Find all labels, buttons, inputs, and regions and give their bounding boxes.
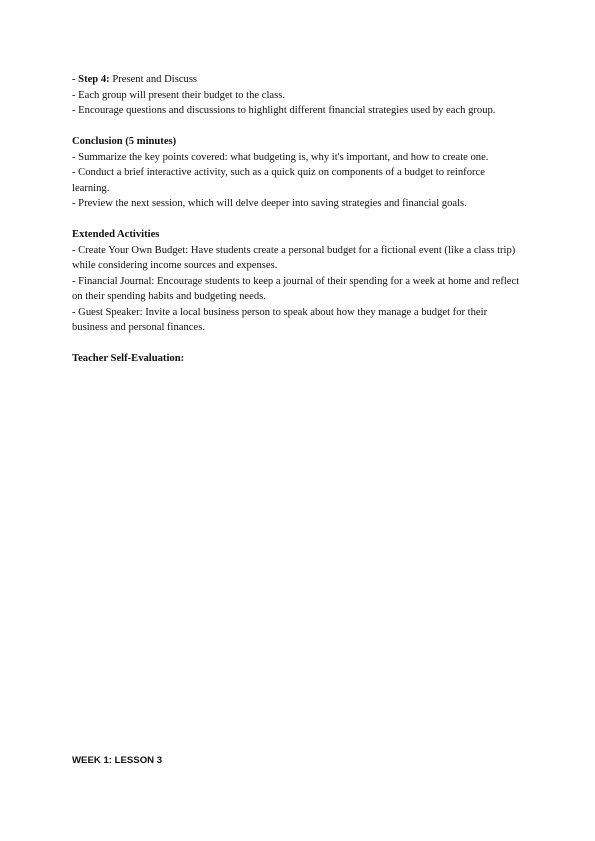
- step4-line-2: - Encourage questions and discussions to highlight different financial strategies used by each group.: [72, 105, 496, 116]
- step4-section: [72, 72, 524, 119]
- conclusion-line-1: - Summarize the key points covered: what budgeting is, why it's important, and how to create one.: [72, 151, 489, 163]
- document-page: [72, 72, 524, 382]
- conclusion-line-2: - Conduct a brief interactive activity, such as a quick quiz on components of a budget to reinforce learning.: [72, 167, 485, 194]
- self-evaluation-heading: Teacher Self-Evaluation:: [72, 353, 185, 364]
- step4-line-1: - Each group will present their budget to the class.: [72, 89, 285, 101]
- conclusion-heading: Conclusion (5 minutes): [72, 136, 177, 147]
- lesson-heading: WEEK 1: LESSON 3: [72, 755, 163, 766]
- step4-heading-line: [72, 72, 524, 88]
- extended-line-2: - Financial Journal: Encourage students to keep a journal of their spending for a week at home and reflect on their spending habits and budgeting needs.: [72, 275, 520, 302]
- extended-activities-heading: Extended Activities: [72, 229, 160, 240]
- extended-line-1: - Create Your Own Budget: Have students create a personal budget for a fictional event (like a class trip) while considering income sources and expenses.: [72, 244, 516, 271]
- conclusion-section: [72, 134, 524, 212]
- conclusion-line-3: - Preview the next session, which will delve deeper into saving strategies and financial goals.: [72, 198, 467, 209]
- step4-label: - Step 4:: [72, 74, 110, 85]
- extended-line-3: - Guest Speaker: Invite a local business person to speak about how they manage a budget for their business and personal finances.: [72, 306, 488, 333]
- step4-title: Present and Discuss: [109, 74, 198, 85]
- self-evaluation-section: [72, 351, 524, 367]
- extended-activities-section: [72, 227, 524, 336]
